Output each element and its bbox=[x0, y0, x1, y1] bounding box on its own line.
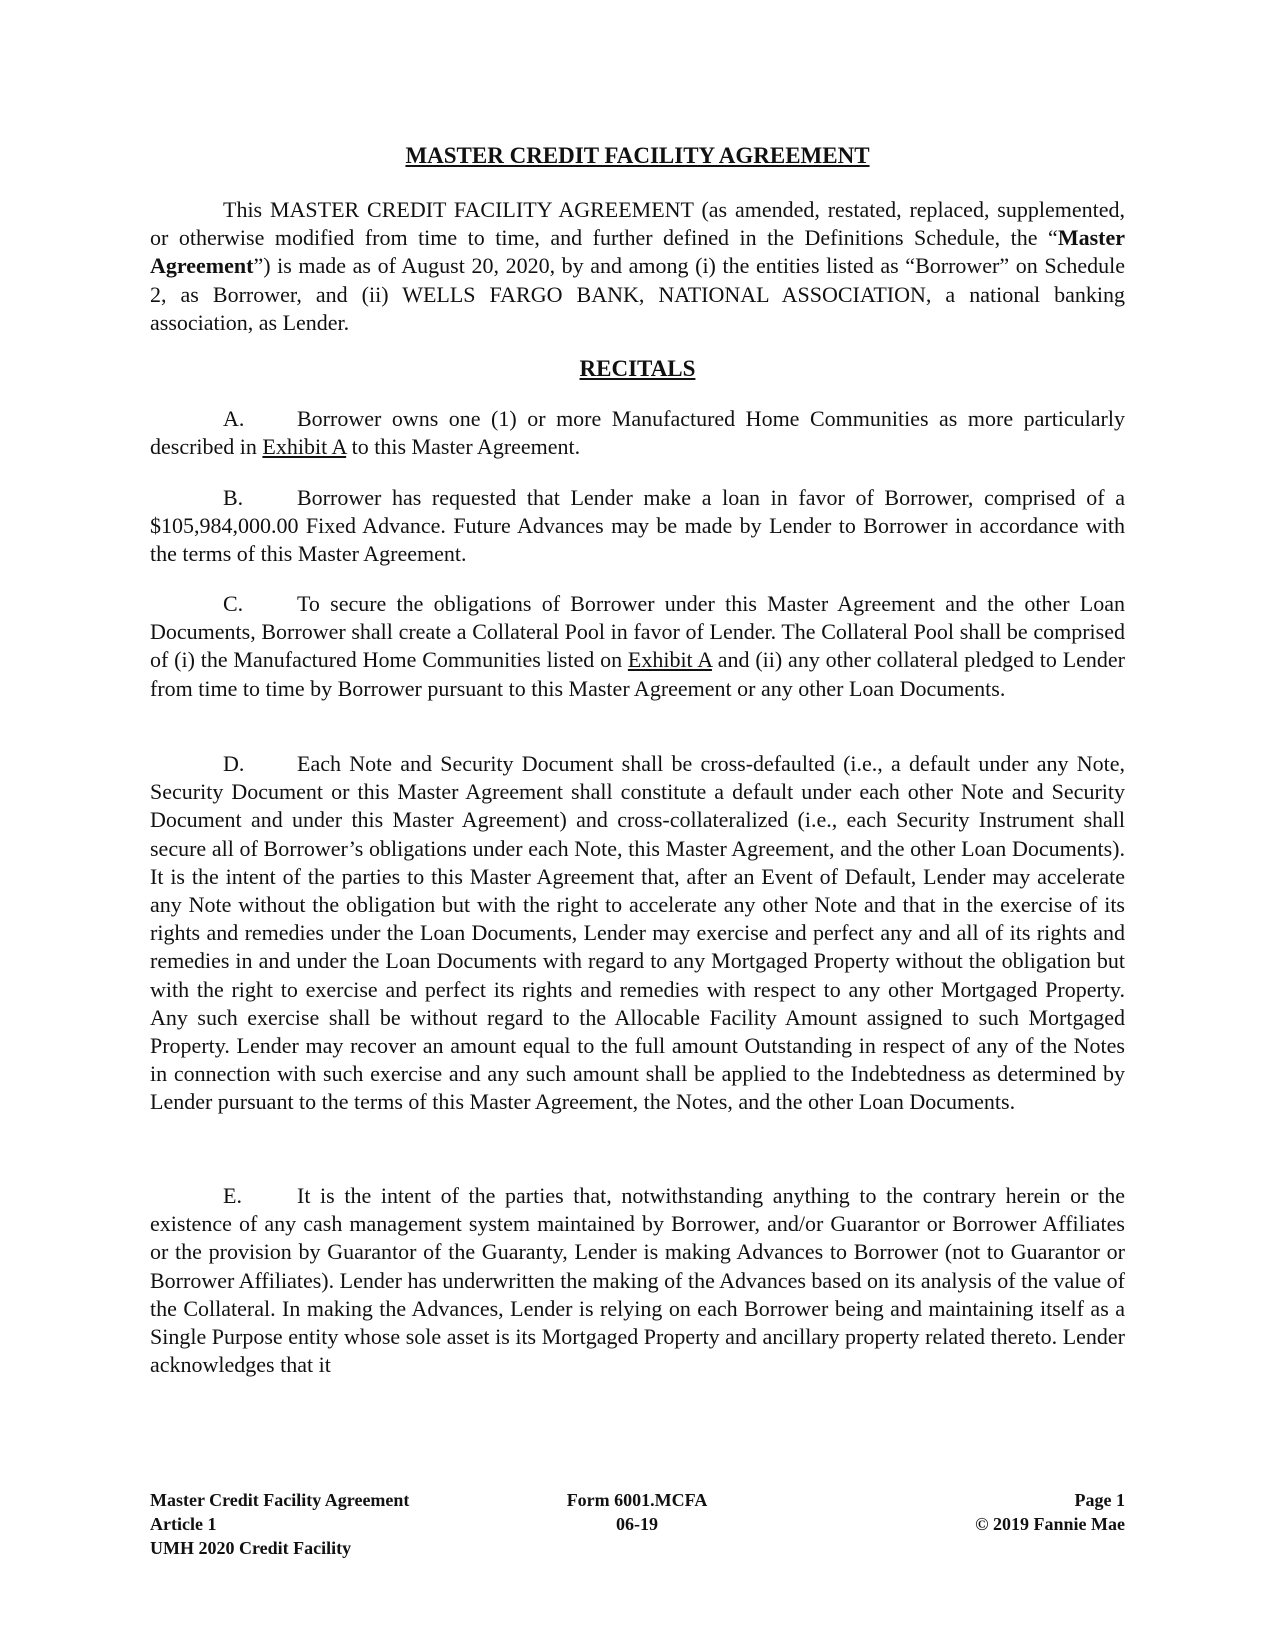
intro-defined-term: Master Agreement bbox=[150, 225, 1125, 279]
document-title: MASTER CREDIT FACILITY AGREEMENT bbox=[405, 143, 870, 168]
recital-c-text-2: and (ii) any other collateral pledged to Lender from time to time by Borrower pursuant to this Master Agreement or any other Loan Documents. bbox=[150, 647, 1125, 701]
footer-article: Article 1 bbox=[150, 1514, 217, 1534]
footer-left bbox=[150, 1488, 409, 1560]
intro-paragraph bbox=[150, 196, 1125, 337]
exhibit-a-link[interactable]: Exhibit A bbox=[262, 434, 347, 460]
recital-c-label: C. bbox=[223, 591, 244, 616]
recital-c-text-1: To secure the obligations of Borrower under this Master Agreement and the other Loan Documents, Borrower shall create a Collateral Pool in favor of Lender. The Collateral Pool shall be comprised of (i) the Manufactured Home Communities listed on bbox=[150, 591, 1125, 673]
recital-c bbox=[150, 590, 1125, 703]
recital-b-text: Borrower has requested that Lender make a loan in favor of Borrower, comprised of a $105,984,000.00 Fixed Advance. Future Advances may be made by Lender to Borrower in accordance with the terms of this Master Agreement. bbox=[150, 485, 1125, 567]
recital-e-label: E. bbox=[223, 1183, 242, 1208]
footer-form-date: 06-19 bbox=[616, 1514, 658, 1534]
recital-a bbox=[150, 405, 1125, 461]
recital-e-text: It is the intent of the parties that, notwithstanding anything to the contrary herein or the existence of any cash management system maintained by Borrower, and/or Guarantor or Borrower Affiliates or the provision by Guarantor of the Guaranty, Lender is making Advances to Borrower (not to Guarantor or Borrower Affiliates). Lender has underwritten the making of the Advances based on its analysis of the value of the Collateral. In making the Advances, Lender is relying on each Borrower being and maintaining itself as a Single Purpose entity whose sole asset is its Mortgaged Property and ancillary property related thereto. Lender acknowledges that it bbox=[150, 1183, 1125, 1378]
recital-d-text: Each Note and Security Document shall be cross-defaulted (i.e., a default under any Note, Security Document or this Master Agreement shall constitute a default under each other Note and Security Document and under this Master Agreement) and cross-collateralized (i.e., each Security Instrument shall secure all of Borrower’s obligations under each Note, this Master Agreement, and the other Loan Documents). It is the intent of the parties to this Master Agreement that, after an Event of Default, Lender may accelerate any Note without the obligation but with the right to accelerate any other Note and that in the exercise of its rights and remedies under the Loan Documents, Lender may exercise and perfect any and all of its rights and remedies in and under the Loan Documents with regard to any Mortgaged Property without the obligation but with the right to exercise and perfect its rights and remedies with respect to any other Mortgaged Property. Any such exercise shall be without regard to the Allocable Facility Amount assigned to such Mortgaged Property. Lender may recover an amount equal to the full amount Outstanding in respect of any of the Notes in connection with such exercise and any such amount shall be applied to the Indebtedness as determined by Lender pursuant to the terms of this Master Agreement, the Notes, and the other Loan Documents. bbox=[150, 751, 1125, 1115]
recitals-heading: RECITALS bbox=[579, 356, 696, 381]
footer-facility-name: UMH 2020 Credit Facility bbox=[150, 1538, 352, 1558]
recital-d bbox=[150, 750, 1125, 1117]
intro-text-2: ”) is made as of August 20, 2020, by and among (i) the entities listed as “Borrower” on Schedule 2, as Borrower, and (ii) WELLS FARGO BANK, NATIONAL ASSOCIATION, a national banking association, as Lender. bbox=[150, 253, 1125, 335]
footer-document-name: Master Credit Facility Agreement bbox=[150, 1490, 410, 1510]
footer-copyright: © 2019 Fannie Mae bbox=[975, 1514, 1125, 1534]
exhibit-a-link[interactable]: Exhibit A bbox=[627, 647, 712, 673]
recital-e bbox=[150, 1182, 1125, 1379]
recital-d-label: D. bbox=[223, 751, 245, 776]
footer-page-number: Page 1 bbox=[1074, 1490, 1125, 1510]
footer-center bbox=[537, 1488, 737, 1536]
intro-text-1: This MASTER CREDIT FACILITY AGREEMENT (as amended, restated, replaced, supplemented, or otherwise modified from time to time, and further defined in the Definitions Schedule, the “ bbox=[150, 197, 1125, 251]
recital-b bbox=[150, 484, 1125, 569]
recital-a-label: A. bbox=[223, 406, 245, 431]
footer-right bbox=[925, 1488, 1125, 1536]
recital-b-label: B. bbox=[223, 485, 244, 510]
recital-a-text-1: Borrower owns one (1) or more Manufactured Home Communities as more particularly described in bbox=[150, 406, 1125, 460]
footer-form-number: Form 6001.MCFA bbox=[566, 1490, 708, 1510]
recital-a-text-2: to this Master Agreement. bbox=[346, 434, 581, 460]
